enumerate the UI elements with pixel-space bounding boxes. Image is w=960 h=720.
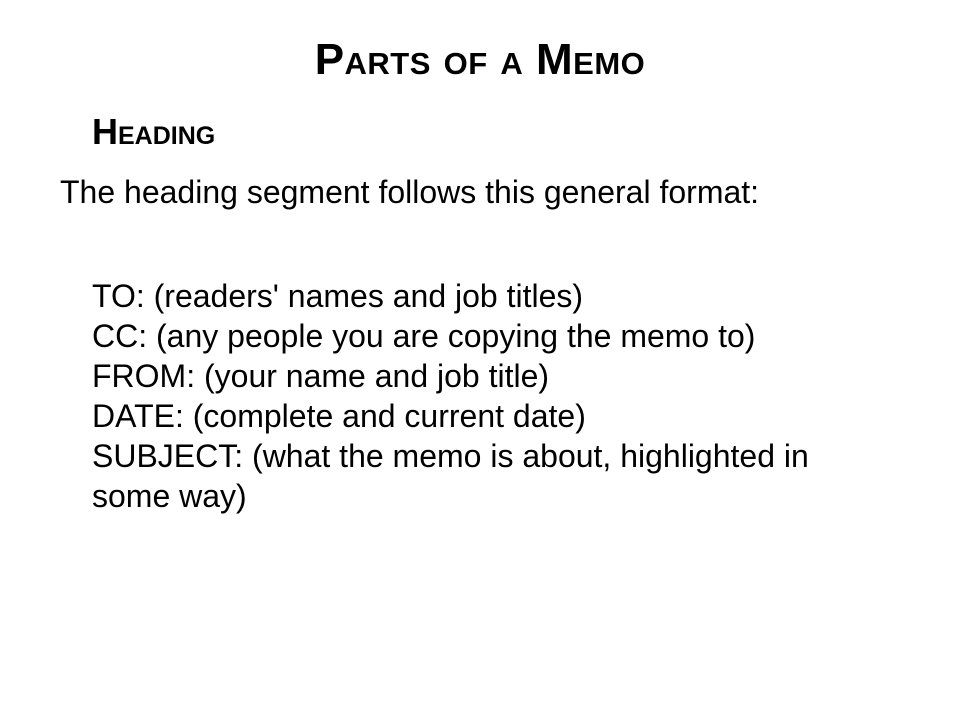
section-heading: Heading	[92, 111, 216, 152]
intro-text: The heading segment follows this general format:	[60, 174, 760, 210]
field-cc: CC: (any people you are copying the memo to)	[92, 318, 756, 354]
slide-title: Parts of a Memo	[314, 35, 646, 84]
field-to: TO: (readers' names and job titles)	[92, 278, 584, 314]
field-date: DATE: (complete and current date)	[92, 398, 586, 434]
memo-heading-fields	[92, 276, 852, 516]
field-from: FROM: (your name and job title)	[92, 358, 550, 394]
field-subject: SUBJECT: (what the memo is about, highlighted in some way)	[92, 438, 809, 514]
